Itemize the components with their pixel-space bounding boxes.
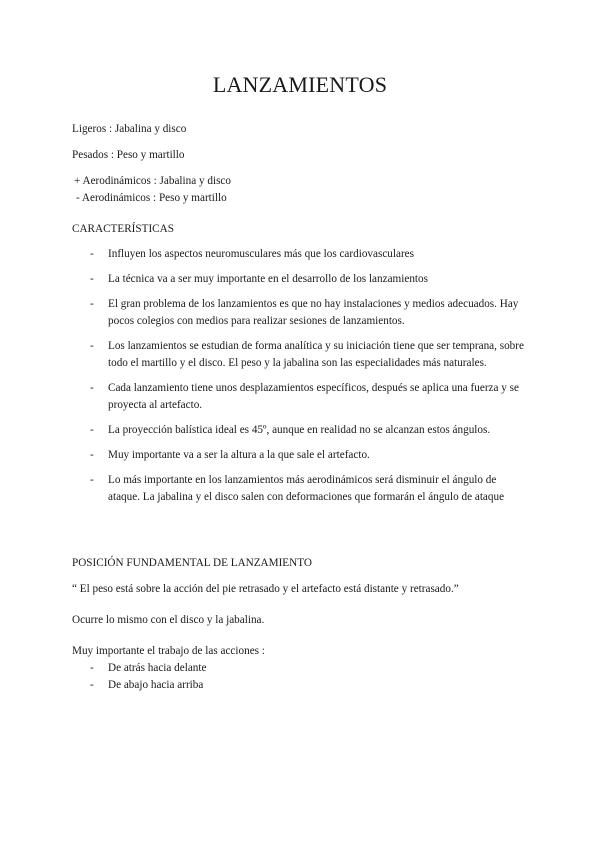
- dash-marker: -: [90, 340, 94, 352]
- posicion-heading: POSICIÓN FUNDAMENTAL DE LANZAMIENTO: [72, 557, 312, 569]
- list-item: [90, 422, 530, 439]
- dash-marker: -: [90, 662, 94, 674]
- list-item-text: De atrás hacia delante: [108, 662, 207, 674]
- dash-marker: -: [90, 248, 94, 260]
- list-item-text: La técnica va a ser muy importante en el desarrollo de los lanzamientos: [108, 273, 428, 285]
- acciones-list: [90, 660, 206, 694]
- list-item-text: Muy importante va a ser la altura a la que sale el artefacto.: [108, 449, 370, 461]
- page-title: LANZAMIENTOS: [212, 72, 388, 97]
- list-item: [90, 447, 530, 464]
- list-item-text: Lo más importante en los lanzamientos más aerodinámicos será disminuir el ángulo de ataque. La jabalina y el disco salen con deformaciones que formarán el ángulo de ataque: [108, 474, 505, 503]
- list-item-text: De abajo hacia arriba: [108, 679, 204, 691]
- dash-marker: -: [90, 273, 94, 285]
- trabajo-line: Muy importante el trabajo de las acciones :: [72, 645, 265, 657]
- dash-marker: -: [90, 679, 94, 691]
- dash-marker: -: [90, 449, 94, 461]
- list-item-text: Los lanzamientos se estudian de forma analítica y su iniciación tiene que ser temprana, sobre todo el martillo y el disco. El peso y la jabalina son las especialidades más naturales.: [108, 340, 524, 369]
- list-item: [90, 380, 530, 414]
- list-item-text: Cada lanzamiento tiene unos desplazamientos específicos, después se aplica una fuerza y se proyecta al artefacto.: [108, 382, 519, 411]
- list-item: [90, 338, 530, 372]
- list-item: [90, 677, 206, 694]
- aerodinamicos-minus-line: - Aerodinámicos : Peso y martillo: [76, 192, 227, 204]
- dash-marker: -: [90, 298, 94, 310]
- pesados-line: Pesados : Peso y martillo: [72, 149, 185, 161]
- list-item-text: La proyección balística ideal es 45º, aunque en realidad no se alcanzan estos ángulos.: [108, 424, 491, 436]
- list-item: [90, 246, 530, 263]
- dash-marker: -: [90, 474, 94, 486]
- list-item: [90, 472, 530, 506]
- dash-marker: -: [90, 382, 94, 394]
- list-item-text: Influyen los aspectos neuromusculares más que los cardiovasculares: [108, 248, 415, 260]
- caracteristicas-heading: CARACTERÍSTICAS: [72, 223, 174, 235]
- caracteristicas-list: [90, 246, 530, 506]
- aerodinamicos-plus-line: + Aerodinámicos : Jabalina y disco: [74, 175, 231, 187]
- ocurre-line: Ocurre lo mismo con el disco y la jabalina.: [72, 614, 265, 626]
- posicion-quote: “ El peso está sobre la acción del pie retrasado y el artefacto está distante y retrasado.”: [72, 583, 459, 595]
- ligeros-line: Ligeros : Jabalina y disco: [72, 123, 187, 135]
- list-item: [90, 660, 206, 677]
- dash-marker: -: [90, 424, 94, 436]
- list-item: [90, 271, 530, 288]
- list-item-text: El gran problema de los lanzamientos es que no hay instalaciones y medios adecuados. Hay pocos colegios con medios para realizar sesiones de lanzamientos.: [108, 298, 519, 327]
- list-item: [90, 296, 530, 330]
